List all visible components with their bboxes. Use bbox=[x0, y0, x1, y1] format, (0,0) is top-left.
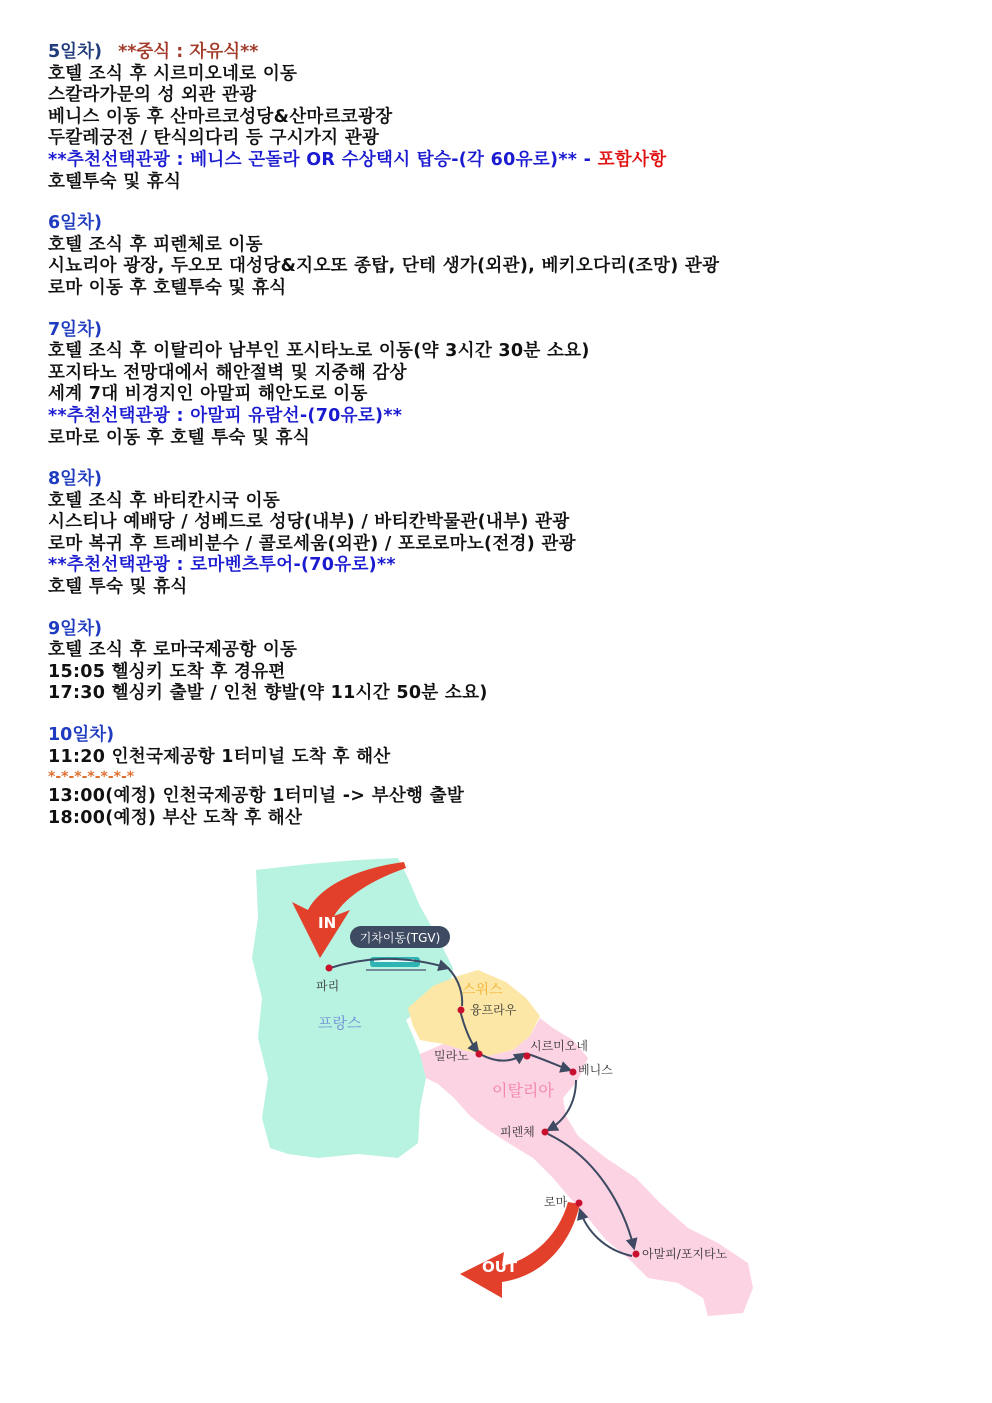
itinerary-line: 시뇨리아 광장, 두오모 대성당&지오또 종탑, 단테 생가(외관), 베키오다리(조망) 관광 bbox=[48, 256, 720, 277]
itinerary-line: 11:20 인천국제공항 1터미널 도착 후 해산 bbox=[48, 746, 391, 767]
city-label-jungfrau: 융프라우 bbox=[470, 1003, 517, 1017]
separator-line: *-*-*-*-*-*-* bbox=[48, 769, 135, 786]
itinerary-line: 포지타노 전망대에서 해안절벽 및 지중해 감상 bbox=[48, 362, 407, 383]
day-5-meal-note: **중식 : 자유식** bbox=[118, 42, 259, 62]
optional-tour-line bbox=[48, 150, 948, 172]
itinerary-line: 호텔투숙 및 휴식 bbox=[48, 171, 182, 192]
optional-tour-text: **추천선택관광 : 로마벤츠투어-(70유로)** bbox=[48, 555, 396, 576]
country-label-france: 프랑스 bbox=[318, 1014, 362, 1032]
train-label: 기차이동(TGV) bbox=[359, 931, 441, 945]
itinerary-line: 베니스 이동 후 산마르코성당&산마르코광장 bbox=[48, 106, 393, 127]
optional-tour-text: **추천선택관광 : 베니스 곤돌라 OR 수상택시 탑승-(각 60유로)** - bbox=[48, 149, 598, 170]
itinerary-line: 세계 7대 비경지인 아말피 해안도로 이동 bbox=[48, 384, 368, 405]
day-7-title: 7일차) bbox=[48, 319, 102, 340]
itinerary-line: 두칼레궁전 / 탄식의다리 등 구시가지 관광 bbox=[48, 128, 380, 149]
out-label: OUT bbox=[482, 1258, 518, 1276]
out-arrow bbox=[460, 1202, 580, 1298]
day-9-section bbox=[48, 619, 948, 705]
day-6-title: 6일차) bbox=[48, 213, 102, 234]
itinerary-line: 15:05 헬싱키 도착 후 경유편 bbox=[48, 661, 286, 682]
itinerary-line: 호텔 조식 후 바티칸시국 이동 bbox=[48, 490, 281, 511]
country-label-switzerland: 스위스 bbox=[462, 982, 503, 998]
day-9-title: 9일차) bbox=[48, 618, 102, 639]
city-label-milan: 밀라노 bbox=[434, 1049, 469, 1063]
day-5-title: 5일차) bbox=[48, 42, 102, 62]
day-7-section bbox=[48, 320, 948, 450]
city-label-rome: 로마 bbox=[544, 1195, 568, 1209]
itinerary-line: 호텔 조식 후 피렌체로 이동 bbox=[48, 234, 263, 255]
day-6-section bbox=[48, 213, 948, 299]
city-label-paris: 파리 bbox=[316, 979, 340, 993]
in-label: IN bbox=[318, 914, 337, 932]
day-5-section bbox=[48, 42, 948, 193]
itinerary-line: 17:30 헬싱키 출발 / 인천 향발(약 11시간 50분 소요) bbox=[48, 683, 488, 704]
city-label-venice: 베니스 bbox=[578, 1063, 613, 1077]
day-8-title: 8일차) bbox=[48, 469, 102, 490]
day-8-section bbox=[48, 469, 948, 599]
day-5-header bbox=[48, 42, 948, 64]
itinerary-line: 호텔 조식 후 로마국제공항 이동 bbox=[48, 640, 298, 661]
itinerary-line: 호텔 조식 후 시르미오네로 이동 bbox=[48, 63, 298, 84]
itinerary-line: 13:00(예정) 인천국제공항 1터미널 -> 부산행 출발 bbox=[48, 786, 465, 807]
day-10-title: 10일차) bbox=[48, 725, 115, 746]
itinerary-line: 로마로 이동 후 호텔 투숙 및 휴식 bbox=[48, 427, 311, 448]
itinerary-line: 로마 복귀 후 트레비분수 / 콜로세움(외관) / 포로로마노(전경) 관광 bbox=[48, 533, 576, 554]
route-map bbox=[248, 858, 768, 1328]
city-label-amalfi: 아말피/포지타노 bbox=[642, 1247, 728, 1261]
itinerary-line: 시스티나 예배당 / 성베드로 성당(내부) / 바티칸박물관(내부) 관광 bbox=[48, 512, 570, 533]
itinerary-document bbox=[48, 42, 948, 849]
itinerary-line: 호텔 조식 후 이탈리아 남부인 포시타노로 이동(약 3시간 30분 소요) bbox=[48, 341, 590, 362]
city-label-sirmione: 시르미오네 bbox=[530, 1039, 588, 1053]
itinerary-line: 18:00(예정) 부산 도착 후 해산 bbox=[48, 807, 303, 828]
country-label-italy: 이탈리아 bbox=[492, 1081, 554, 1100]
itinerary-line: 호텔 투숙 및 휴식 bbox=[48, 577, 188, 598]
itinerary-line: 스칼라가문의 성 외관 관광 bbox=[48, 85, 257, 106]
included-note: 포함사항 bbox=[597, 149, 667, 170]
day-10-section bbox=[48, 725, 948, 829]
itinerary-line: 로마 이동 후 호텔투숙 및 휴식 bbox=[48, 277, 287, 298]
optional-tour-text: **추천선택관광 : 아말피 유람선-(70유로)** bbox=[48, 405, 403, 426]
city-label-florence: 피렌체 bbox=[500, 1125, 535, 1139]
